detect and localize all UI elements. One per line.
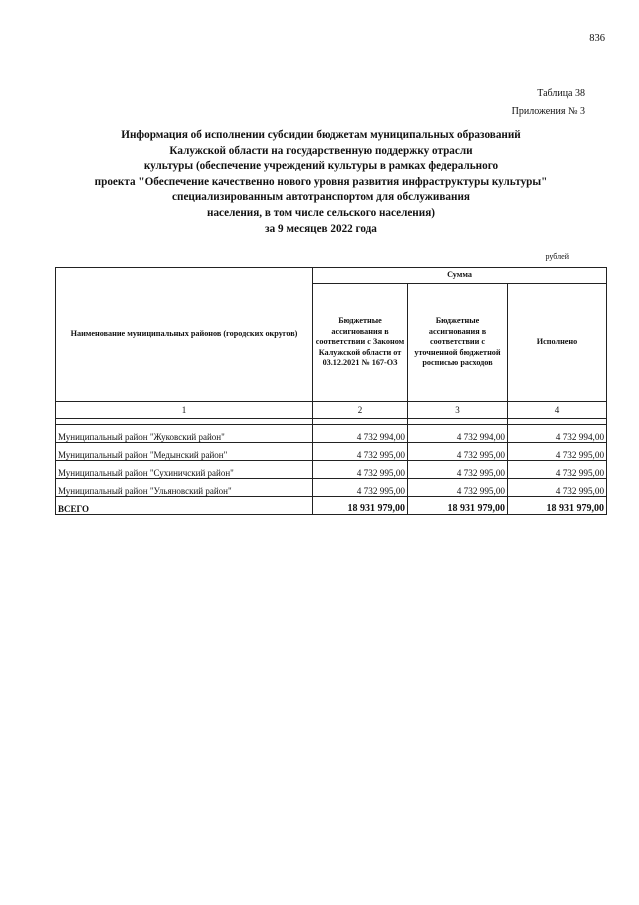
table-number: Таблица 38 [537,88,585,99]
title-line: за 9 месяцев 2022 года [265,222,377,235]
total-label: ВСЕГО [56,497,313,515]
total-refined-appropriation: 18 931 979,00 [408,497,508,515]
page-number: 836 [589,33,605,44]
executed-value: 4 732 995,00 [508,443,607,461]
title-line: населения, в том числе сельского населения) [207,206,435,219]
title-line: Информация об исполнении субсидии бюджетам муниципальных образований [121,129,521,141]
refined-appropriation-value: 4 732 995,00 [408,443,508,461]
total-row [56,497,607,515]
total-law-appropriation: 18 931 979,00 [313,497,408,515]
district-name: Муниципальный район "Ульяновский район" [56,479,313,497]
executed-value: 4 732 995,00 [508,479,607,497]
refined-appropriation-value: 4 732 995,00 [408,461,508,479]
title-line: проекта "Обеспечение качественно нового уровня развития инфраструктуры культуры" [94,175,548,188]
report-table [55,267,607,515]
table-row [56,479,607,497]
header-name-column: Наименование муниципальных районов (городских округов) [56,268,313,402]
executed-value: 4 732 994,00 [508,425,607,443]
column-number: 3 [408,402,508,419]
document-title [40,128,602,237]
table-row [56,443,607,461]
column-number: 4 [508,402,607,419]
law-appropriation-value: 4 732 995,00 [313,461,408,479]
column-number: 2 [313,402,408,419]
header-sum: Сумма [313,268,607,284]
law-appropriation-value: 4 732 994,00 [313,425,408,443]
column-number: 1 [56,402,313,419]
appendix-label: Приложения № 3 [511,106,585,117]
header-col-executed: Исполнено [508,284,607,402]
refined-appropriation-value: 4 732 995,00 [408,479,508,497]
executed-value: 4 732 995,00 [508,461,607,479]
district-name: Муниципальный район "Жуковский район" [56,425,313,443]
law-appropriation-value: 4 732 995,00 [313,443,408,461]
title-line: Калужской области на государственную поддержку отрасли [169,144,473,157]
units-label: рублей [545,252,569,261]
header-col-refined-appropriations: Бюджетные ассигнования в соответствии с уточненной бюджетной росписью расходов [408,284,508,402]
table-row [56,461,607,479]
table-row [56,425,607,443]
title-line: специализированным автотранспортом для обслуживания [172,191,470,204]
title-line: культуры (обеспечение учреждений культуры в рамках федерального [143,160,499,173]
header-col-law-appropriations: Бюджетные ассигнования в соответствии с Законом Калужской области от 03.12.2021 № 167-ОЗ [313,284,408,402]
district-name: Муниципальный район "Сухиничский район" [56,461,313,479]
law-appropriation-value: 4 732 995,00 [313,479,408,497]
total-executed: 18 931 979,00 [508,497,607,515]
district-name: Муниципальный район "Медынский район" [56,443,313,461]
refined-appropriation-value: 4 732 994,00 [408,425,508,443]
